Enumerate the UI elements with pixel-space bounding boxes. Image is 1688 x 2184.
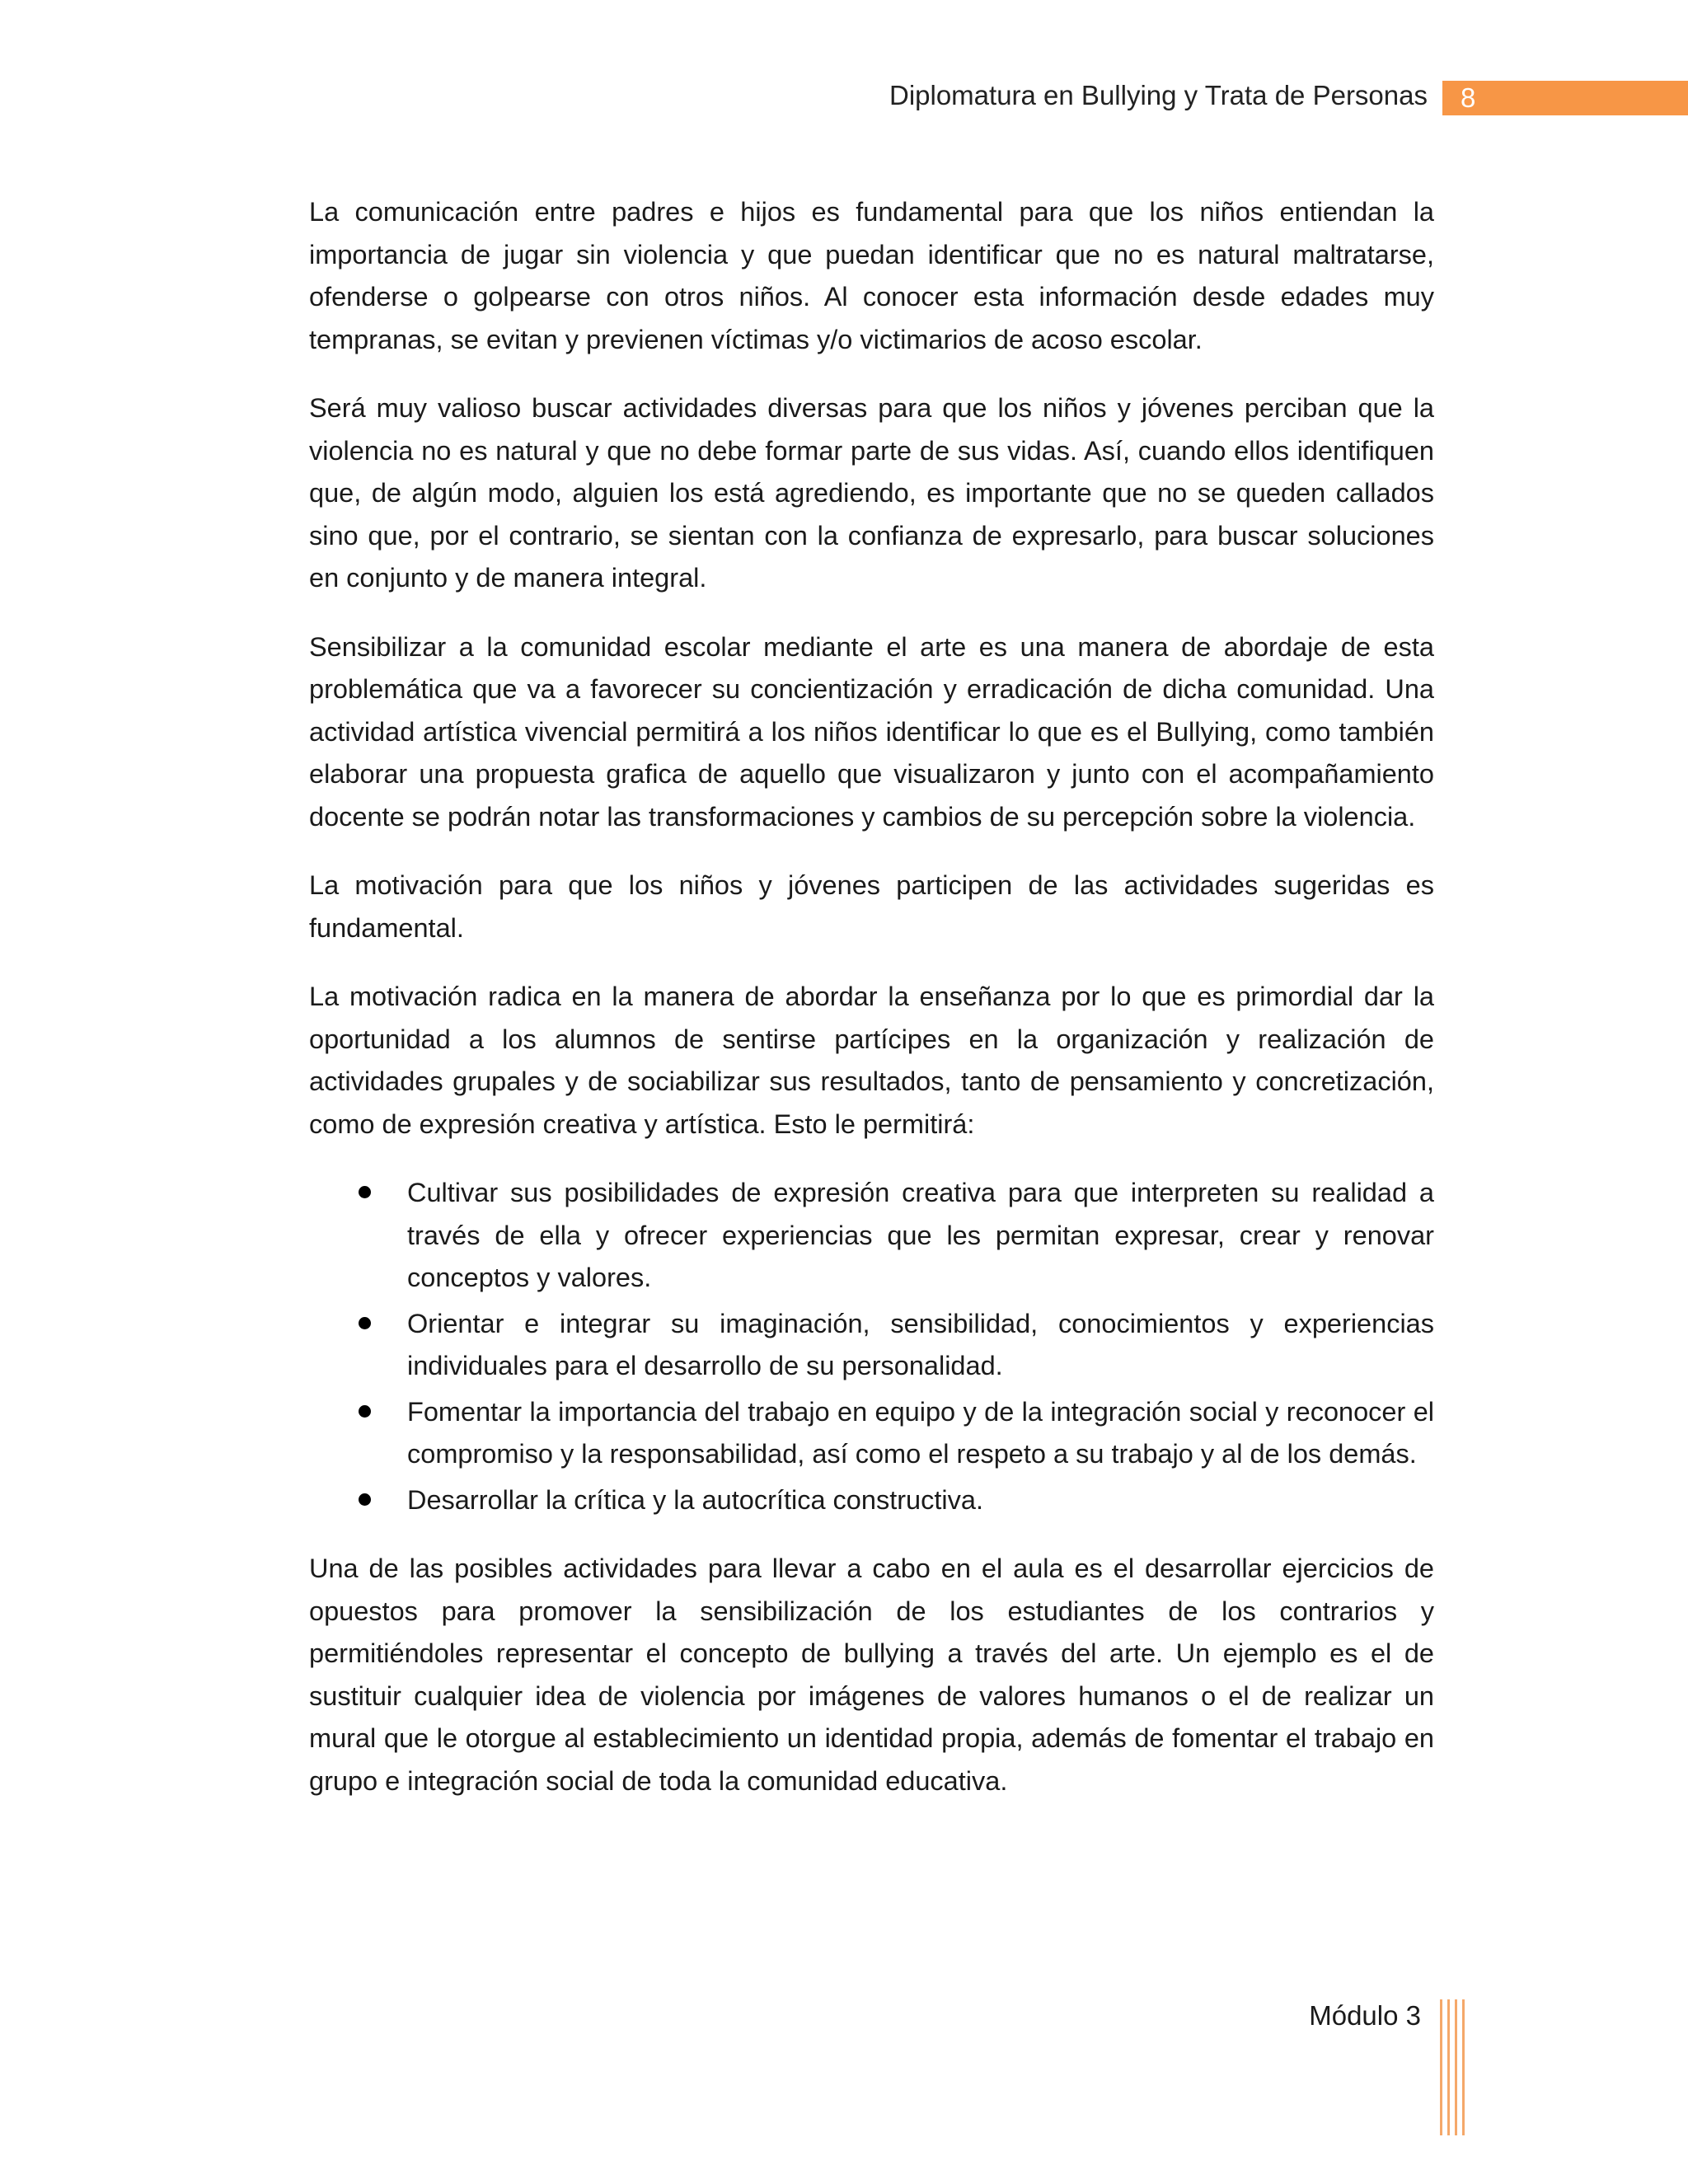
footer-decorative-lines [1440, 1999, 1465, 2135]
footer-line [1447, 1999, 1450, 2135]
footer-line [1462, 1999, 1465, 2135]
paragraph: La motivación radica en la manera de abordar la enseñanza por lo que es primordial dar la oportunidad a los alumnos de sentirse partícipes en la organización y realización de actividades grupales y de sociabilizar sus resultados, tanto de pensamiento y concretización, como de expresión creativa y artística. Esto le permitirá: [309, 982, 1434, 1139]
page-number: 8 [1461, 82, 1476, 113]
list-item [309, 1479, 1434, 1522]
bullet-icon [359, 1493, 371, 1506]
bullet-icon [359, 1405, 371, 1418]
list-item [309, 1391, 1434, 1476]
bullet-icon [359, 1186, 371, 1198]
footer-line [1440, 1999, 1442, 2135]
paragraph: Una de las posibles actividades para llevar a cabo en el aula es el desarrollar ejercicios de opuestos para promover la sensibilización de los estudiantes de los contrarios y permitiéndoles representar el concepto de bullying a través del arte. Un ejemplo es el de sustituir cualquier idea de violencia por imágenes de valores humanos o el de realizar un mural que le otorgue al establecimiento un identidad propia, además de fomentar el trabajo en grupo e integración social de toda la comunidad educativa. [309, 1554, 1434, 1796]
document-title: Diplomatura en Bullying y Trata de Personas [889, 80, 1428, 110]
document-body [309, 191, 1434, 1829]
footer-line [1455, 1999, 1457, 2135]
module-label: Módulo 3 [1309, 2000, 1421, 2031]
page-number-box [1442, 81, 1688, 115]
bullet-icon [359, 1317, 371, 1329]
list-item-text: Cultivar sus posibilidades de expresión creativa para que interpreten su realidad a través de ella y ofrecer experiencias que les permitan expresar, crear y renovar conceptos y valores. [407, 1178, 1434, 1292]
list-item [309, 1172, 1434, 1300]
paragraph: La comunicación entre padres e hijos es fundamental para que los niños entiendan la importancia de jugar sin violencia y que puedan identificar que no es natural maltratarse, ofenderse o golpearse con otros niños. Al conocer esta información desde edades muy tempranas, se evitan y previenen víctimas y/o victimarios de acoso escolar. [309, 197, 1434, 354]
list-item-text: Desarrollar la crítica y la autocrítica constructiva. [407, 1484, 983, 1515]
page-header [0, 76, 1688, 115]
paragraph: Será muy valioso buscar actividades diversas para que los niños y jóvenes perciban que la violencia no es natural y que no debe formar parte de sus vidas. Así, cuando ellos identifiquen que, de algún modo, alguien los está agrediendo, es importante que no se queden callados sino que, por el contrario, se sientan con la confianza de expresarlo, para buscar soluciones en conjunto y de manera integral. [309, 393, 1434, 593]
list-item-text: Orientar e integrar su imaginación, sensibilidad, conocimientos y experiencias individuales para el desarrollo de su personalidad. [407, 1308, 1434, 1380]
paragraph: Sensibilizar a la comunidad escolar mediante el arte es una manera de abordaje de esta problemática que va a favorecer su concientización y erradicación de dicha comunidad. Una actividad artística vivencial permitirá a los niños identificar lo que es el Bullying, como también elaborar una propuesta grafica de aquello que visualizaron y junto con el acompañamiento docente se podrán notar las transformaciones y cambios de su percepción sobre la violencia. [309, 631, 1434, 832]
bullet-list [309, 1172, 1434, 1521]
list-item-text: Fomentar la importancia del trabajo en equipo y de la integración social y reconocer el compromiso y la responsabilidad, así como el respeto a su trabajo y al de los demás. [407, 1396, 1434, 1469]
list-item [309, 1303, 1434, 1388]
paragraph: La motivación para que los niños y jóvenes participen de las actividades sugeridas es fundamental. [309, 870, 1434, 943]
